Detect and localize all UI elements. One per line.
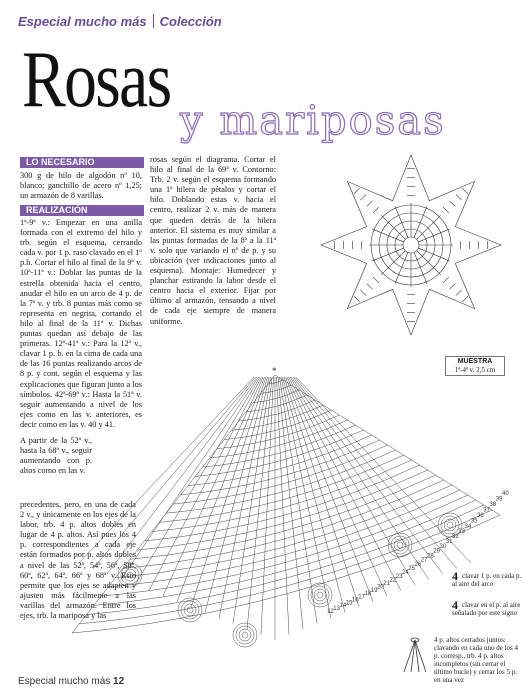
row-number-label: 22 [389,577,397,584]
materials-heading: LO NECESARIO [20,157,144,168]
legend-text-1: clavar 1 p. en cada p. al aire del arco [452,572,522,588]
row-number-label: 26 [414,562,422,568]
instructions-col2: rosas según el diagrama. Cortar el hilo al final de la 69ª v. Contorno: Trb. 2 v. según el esquema formando una 1ª hilera de pétalos y cortar el hilo. Doblando estas v. hacia el centro, realizar 2 v. más de manera que queden detrás de la hilera anterior. El sistema es muy similar a las puntas formadas de la 8ª a la 11ª v. solo que variando el nº de p. y su ubicación (ver indicaciones junto al esquema). Montaje: Humedecer y planchar estirando la labor desde el centro hacia el exterior. Fijar por último al armazón, tensando a nivel de cada eje siempre de manera uniforme. [150,155,276,326]
page-footer [18,676,124,687]
row-number-label: 36 [477,513,484,520]
row-number-label: 33 [458,529,465,535]
materials-text: 300 g de hilo de algodón nº 10, blanco; ganchillo de acero nº 1,25; un armazón de 8 varillas. [20,171,142,201]
instructions-col1-b: A partir de la 52ª v., hasta la 68ª v., seguir aumentando con p. altos como en las v. [20,436,92,476]
instructions-heading: REALIZACIÓN [20,205,144,216]
sample-box [445,356,505,376]
row-number-label: 14 [339,603,347,610]
row-number-label: 17 [358,594,365,601]
row-number-label: 28 [427,553,434,560]
page-subtitle: y mariposas [180,98,446,144]
legend-text-2: clavar en el p. al aire señalado por este signo [452,601,521,617]
row-number-label: 29 [433,548,440,555]
star-motif-diagram [316,150,506,340]
page-title: Rosas [22,36,171,124]
row-number-label: 18 [364,591,372,598]
header-divider [153,14,154,28]
row-number-label: 23 [395,574,403,580]
row-number-label: 12 [327,609,334,615]
page-number: 12 [113,676,125,687]
legend-item-2 [452,598,522,617]
section-name: Colección [159,14,222,29]
svg-text:*: * [272,366,277,376]
row-number-label: 13 [333,606,340,613]
footer-magazine: Especial mucho más [18,676,111,687]
row-number-label: 27 [420,557,428,564]
row-number-label: 16 [352,597,359,604]
row-number-label: 38 [489,502,497,509]
row-number-label: 31 [445,539,453,546]
instructions-col1-c: precedentes, pero, en una de cada 2 v., y únicamente en los ejes de la labor, trb. 4 p. altos dobles en lugar de 4 p. altos. Así pues los 4 p. correspondientes a cada eje están formados por p. altos dobles a nivel de las 52ª, 54ª, 56ª, 58ª, 60ª, 62ª, 64ª, 66ª y 68ª v. Esto permite que los ejes se adapten y ajusten más fácilmente a las varillas del armazón. Entre los ejes, trb. la mariposa y las [20,500,136,621]
magazine-name: Especial mucho más [18,14,147,29]
row-number-label: 35 [470,518,478,525]
section-header [18,14,222,29]
row-number-label: 24 [402,570,409,577]
row-number-label: 20 [377,584,384,591]
row-number-label: 21 [383,581,390,588]
legend-item-3: 4 p. altos cerrados juntos: clavando en cada uno de los 4 p. corresp., trb. 4 p. altos incompletos (sin cerrar el último bucle) y cerrar los 5 p. en una vez [434,636,518,684]
legend-symbol-2: 4 [452,598,458,612]
row-number-label: 37 [483,507,490,514]
sample-value: 1ª-4ª v. 2,5 cm [454,366,496,374]
legend-symbol-1: 4 [452,569,458,583]
row-number-label: 19 [370,588,378,594]
row-number-label: 30 [439,544,447,550]
row-number-label: 15 [345,600,353,607]
row-number-label: 34 [464,523,472,530]
sample-label: MUESTRA [457,358,493,365]
cluster-stitch-icon [400,636,430,676]
legend-item-1 [452,569,522,588]
row-number-label: 32 [452,534,459,541]
row-number-label: 25 [408,566,415,573]
row-number-label: 40 [502,491,509,497]
row-number-label: 39 [495,496,503,503]
instructions-col1-a: 1ª-9ª v.: Empezar en una anilla formada con el extremo del hilo y trb. según el esquema, cerrando cada v. por 1 p. raso clavado en el 1º p.b. Cortar el hilo al final de la 9ª v. 10ª-11ª v.: Doblar las puntas de la estrella obtenida hacia el centro, anudar el hilo en un arco de 4 p. de la 7ª v. y trb. 8 puntas más como se representa en negrita, cortando el hilo al final de la 11ª v. Dichas puntas quedan así debajo de las primeras. 12ª-41ª v.: Para la 12ª v., clavar 1 p. b. en la cima de cada una de las 16 puntas realizando arcos de 8 p. y cont. según el esquema y las explicaciones que figuran junto a los símbolos. 42ª-69ª v.: Hasta la 51ª v. seguir aumentando a nivel de los ejes como en las v. anteriores, es decir como en las v. 40 y 41. [20,218,142,429]
